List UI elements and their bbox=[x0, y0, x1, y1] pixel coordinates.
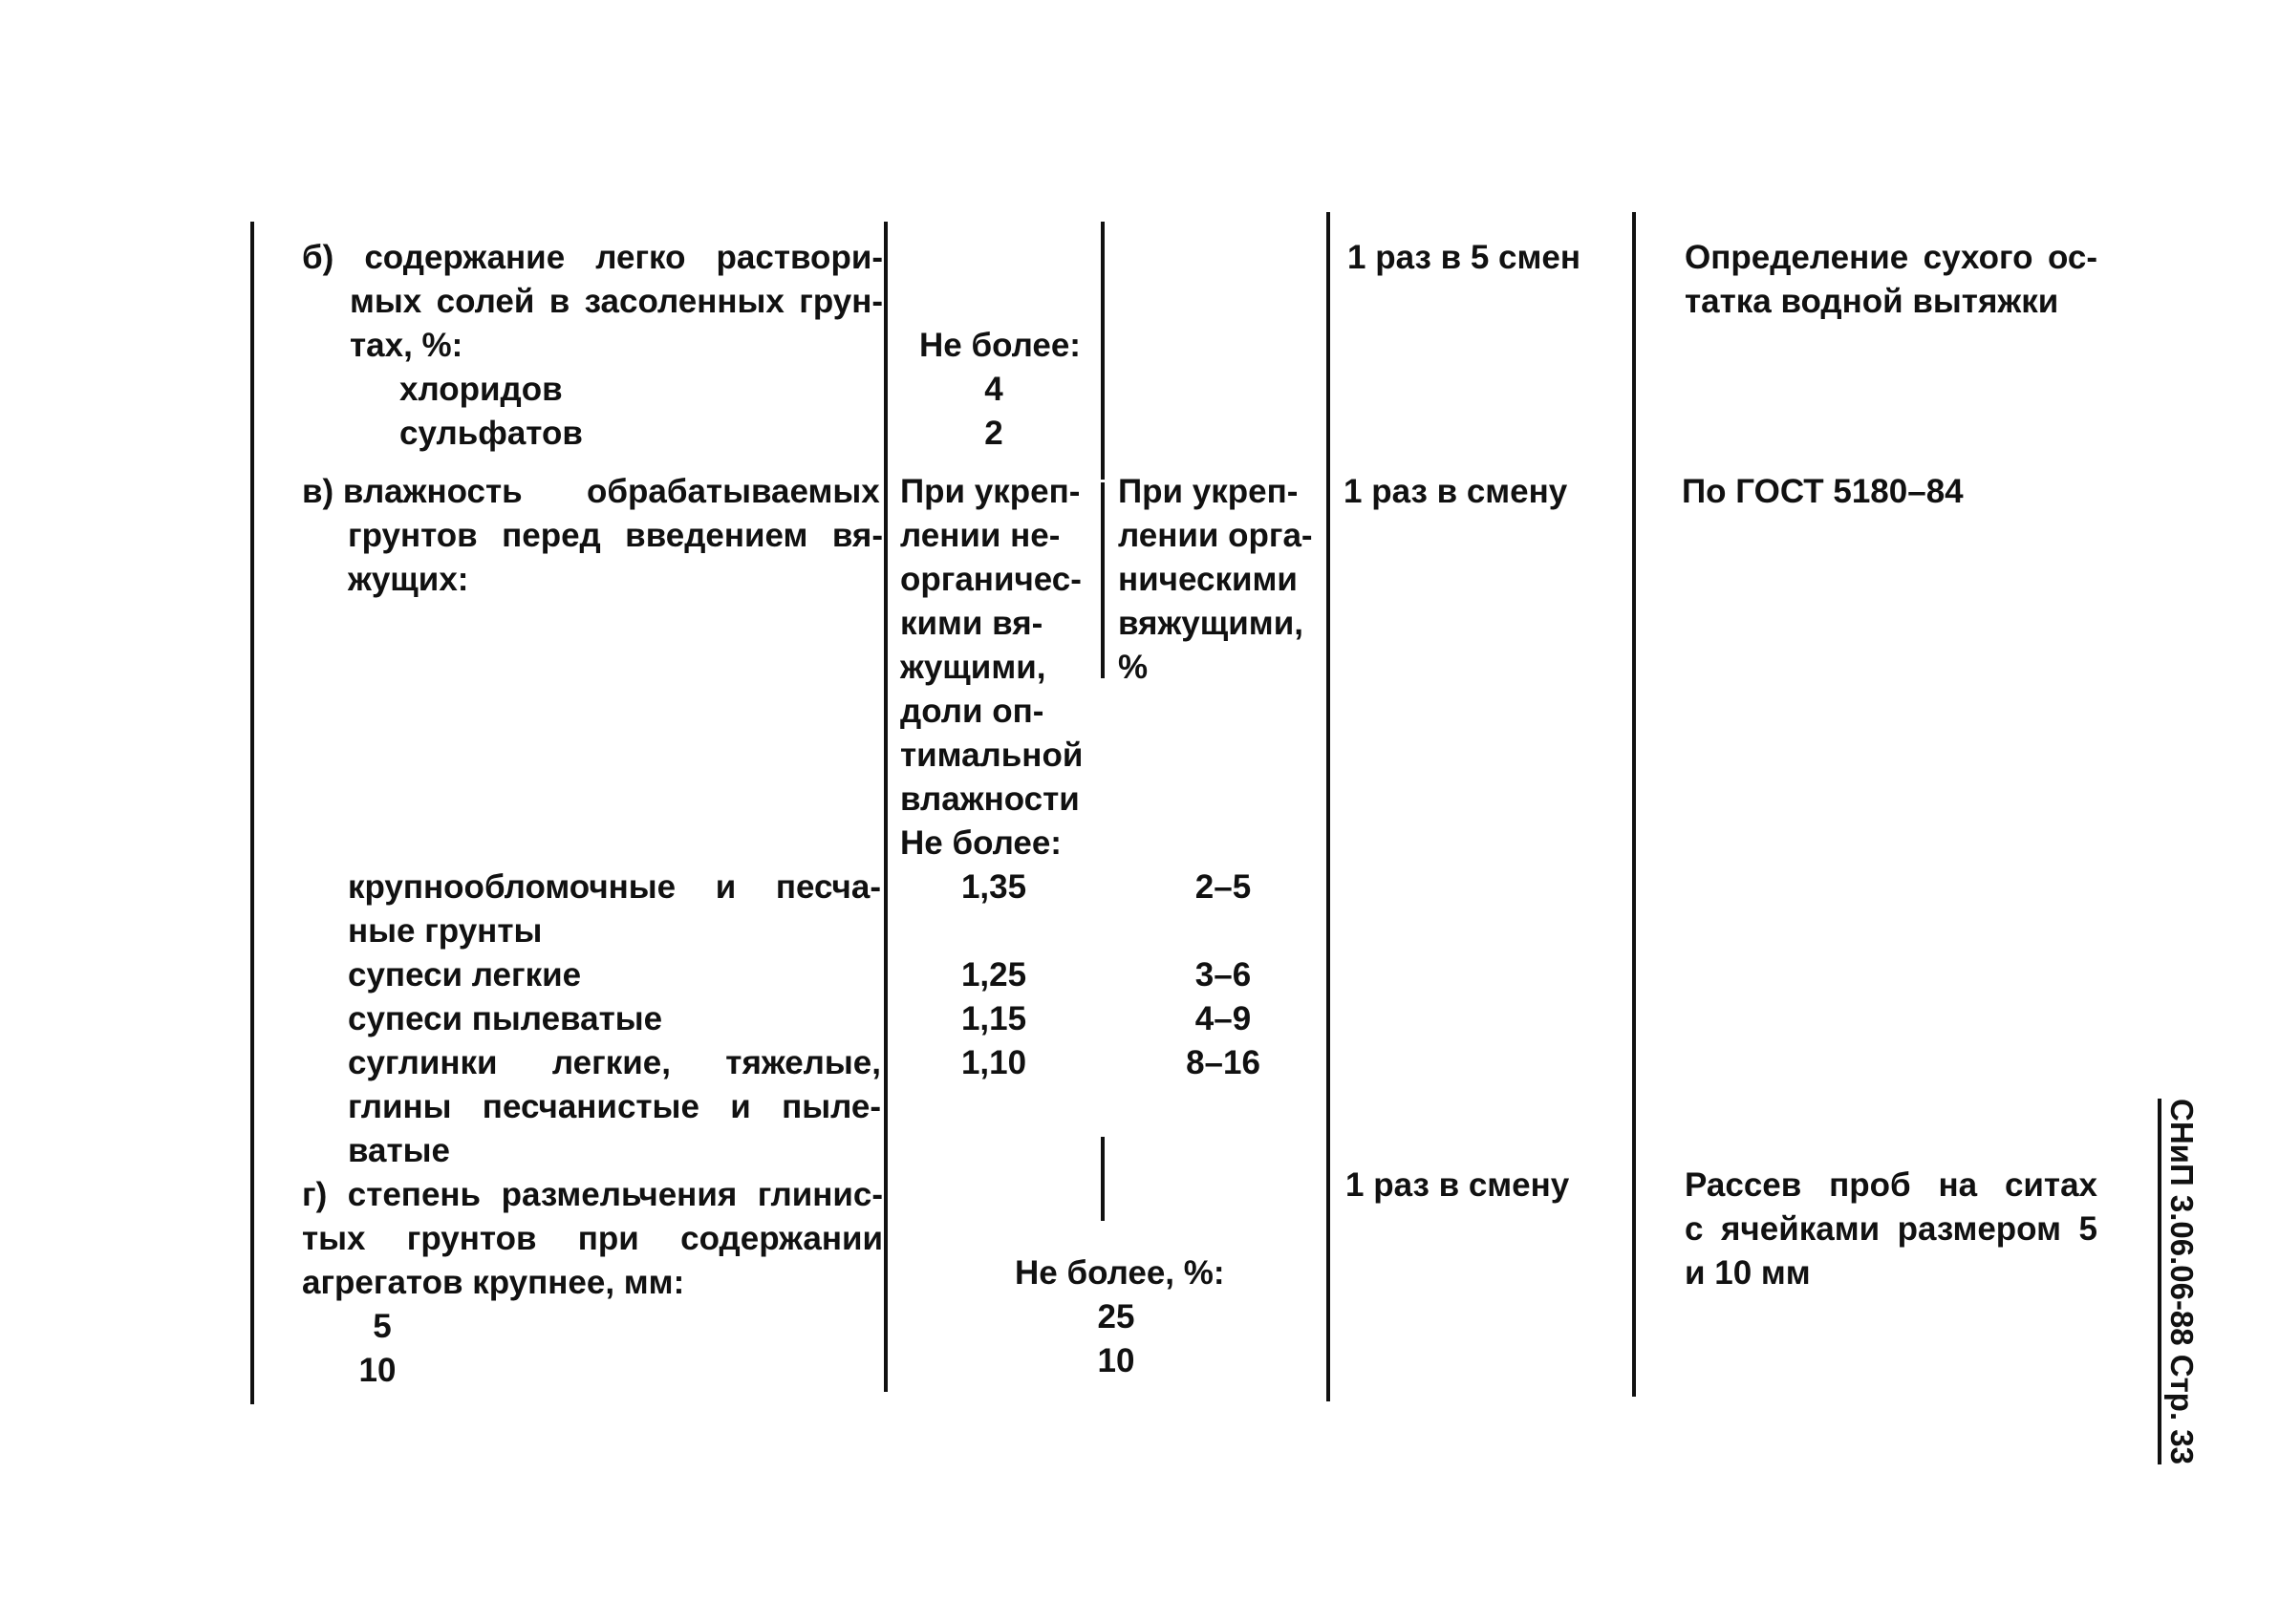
row-b-value-chlorides: 4 bbox=[984, 371, 1003, 408]
row-v-item2-line1: супеси легкие bbox=[348, 956, 582, 994]
col2-header-line: Не более: bbox=[900, 824, 1062, 862]
row-g-line3: агрегатов крупнее, мм: bbox=[302, 1264, 685, 1301]
row-b-line1: б) содержание легко раствори- bbox=[302, 239, 883, 276]
row-v-line1-a: в) влажность bbox=[302, 473, 523, 510]
row-v-line1-b: обрабатываемых bbox=[587, 473, 880, 510]
row-v-frequency: 1 раз в смену bbox=[1344, 473, 1568, 510]
row-g-value-10mm: 10 bbox=[1097, 1342, 1135, 1379]
row-v-item4-line2: глины песчанистые и пыле- bbox=[348, 1088, 881, 1125]
row-g-line2: тых грунтов при содержании bbox=[302, 1220, 883, 1257]
column-divider-2-middle bbox=[1101, 482, 1105, 678]
row-v-item3-col3: 4–9 bbox=[1194, 1000, 1252, 1037]
row-g-method-line2: с ячейками размером 5 bbox=[1685, 1210, 2097, 1248]
table-border-left bbox=[250, 222, 254, 1404]
row-v-item1-line1: крупнообломочные и песча- bbox=[348, 868, 881, 906]
row-g-method-line3: и 10 мм bbox=[1685, 1254, 1811, 1292]
row-b-item-sulfates: сульфатов bbox=[399, 415, 583, 452]
row-v-item3-line1: супеси пылеватые bbox=[348, 1000, 663, 1037]
row-v-item4-line3: ватые bbox=[348, 1132, 451, 1169]
row-g-method-line1: Рассев проб на ситах bbox=[1685, 1166, 2097, 1204]
col3-header-line: вяжущими, bbox=[1118, 605, 1303, 642]
col2-header-line: лении не- bbox=[900, 517, 1061, 554]
row-g-item-5mm: 5 bbox=[373, 1308, 392, 1345]
row-g-limit-label: Не более, %: bbox=[1015, 1254, 1225, 1292]
column-divider-4 bbox=[1632, 212, 1636, 1397]
row-g-frequency: 1 раз в смену bbox=[1345, 1166, 1570, 1204]
col3-header-line: При укреп- bbox=[1118, 473, 1299, 510]
row-g-item-10mm: 10 bbox=[358, 1352, 397, 1389]
row-v-item1-line2: ные грунты bbox=[348, 912, 543, 950]
document-page-label: СНиП 3.06.06-88 Стр. 33 bbox=[2158, 1099, 2200, 1464]
col3-header-line: лении орга- bbox=[1118, 517, 1313, 554]
row-v-item4-col3: 8–16 bbox=[1186, 1044, 1260, 1081]
column-divider-2-upper bbox=[1101, 222, 1105, 480]
row-v-item2-col3: 3–6 bbox=[1194, 956, 1252, 994]
row-v-line3: жущих: bbox=[348, 561, 469, 598]
column-divider-2-lower bbox=[1101, 1137, 1105, 1221]
row-b-line2: мых солей в засоленных грун- bbox=[350, 283, 883, 320]
row-b-method-line2: татка водной вытяжки bbox=[1685, 283, 2059, 320]
row-g-line1: г) степень размельчения глинис- bbox=[302, 1176, 883, 1213]
row-b-item-chlorides: хлоридов bbox=[399, 371, 563, 408]
row-v-item4-line1: суглинки легкие, тяжелые, bbox=[348, 1044, 881, 1081]
row-v-item1-col3: 2–5 bbox=[1194, 868, 1252, 906]
row-v-line2: грунтов перед введением вя- bbox=[348, 517, 883, 554]
row-v-item1-col2: 1,35 bbox=[960, 868, 1027, 906]
row-b-line3: тах, %: bbox=[350, 327, 463, 364]
col2-header-line: доли оп- bbox=[900, 693, 1044, 730]
column-divider-1 bbox=[884, 222, 888, 1392]
col2-header-line: органичес- bbox=[900, 561, 1082, 598]
row-v-item4-col2: 1,10 bbox=[960, 1044, 1027, 1081]
col3-header-line: ническими bbox=[1118, 561, 1298, 598]
row-g-value-5mm: 25 bbox=[1097, 1298, 1135, 1336]
row-v-item3-col2: 1,15 bbox=[960, 1000, 1027, 1037]
col3-header-line: % bbox=[1118, 649, 1149, 686]
col2-header-line: влажности bbox=[900, 780, 1080, 818]
col2-header-line: жущими, bbox=[900, 649, 1046, 686]
row-b-value-sulfates: 2 bbox=[984, 415, 1003, 452]
col2-header-line: кими вя- bbox=[900, 605, 1043, 642]
col2-header-line: При укреп- bbox=[900, 473, 1081, 510]
col2-header-line: тимальной bbox=[900, 737, 1084, 774]
row-b-limit-label: Не более: bbox=[919, 327, 1081, 364]
column-divider-3 bbox=[1326, 212, 1330, 1401]
row-b-method-line1: Определение сухого ос- bbox=[1685, 239, 2097, 276]
row-v-method: По ГОСТ 5180–84 bbox=[1682, 473, 1964, 510]
row-v-item2-col2: 1,25 bbox=[960, 956, 1027, 994]
row-b-frequency: 1 раз в 5 смен bbox=[1347, 239, 1580, 276]
